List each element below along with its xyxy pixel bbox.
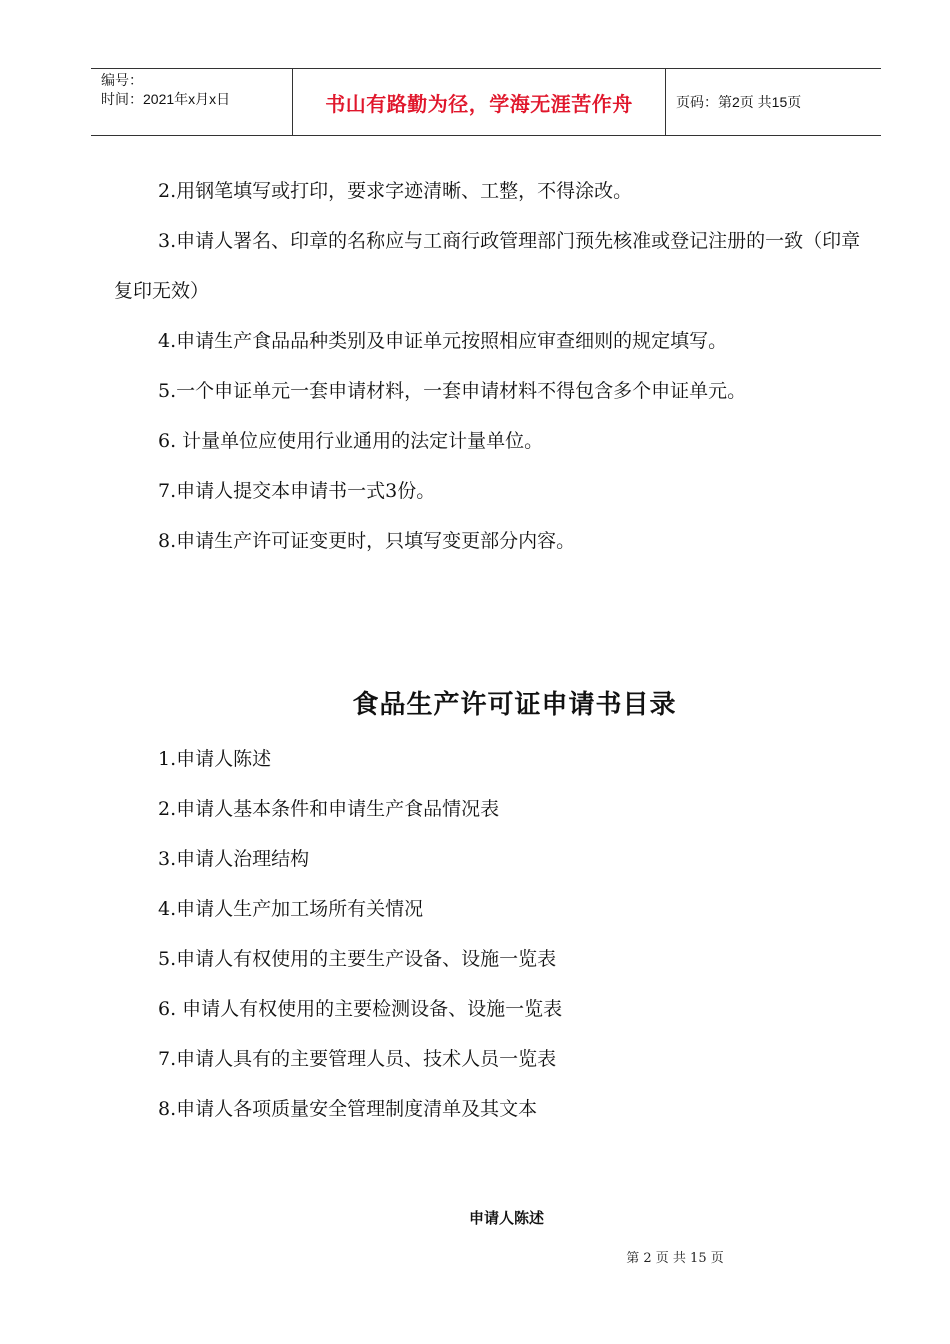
header-meta [91, 69, 293, 135]
toc-item: 3.申请人治理结构 [158, 848, 310, 870]
toc-item: 5.申请人有权使用的主要生产设备、设施一览表 [158, 948, 557, 970]
instruction-item: 6. 计量单位应使用行业通用的法定计量单位。 [158, 430, 544, 452]
header-motto: 书山有路勤为径，学海无涯苦作舟 [293, 69, 666, 135]
header-page-info: 页码：第2页 共15页 [676, 94, 802, 110]
toc-item: 1.申请人陈述 [158, 748, 272, 770]
number-label: 编号： [101, 72, 143, 88]
instruction-item: 8.申请生产许可证变更时，只填写变更部分内容。 [158, 530, 576, 552]
instruction-item: 3.申请人署名、印章的名称应与工商行政管理部门预先核准或登记注册的一致（印章复印无效） [114, 230, 861, 302]
toc-title: 食品生产许可证申请书目录 [352, 690, 677, 720]
instruction-item: 5.一个申证单元一套申请材料，一套申请材料不得包含多个申证单元。 [158, 380, 747, 402]
toc-item: 6. 申请人有权使用的主要检测设备、设施一览表 [158, 998, 563, 1020]
toc-item: 2.申请人基本条件和申请生产食品情况表 [158, 798, 500, 820]
time-label: 时间：2021年x月x日 [101, 91, 231, 107]
page-footer: 第 2 页 共 15 页 [626, 1251, 724, 1266]
toc-item: 7.申请人具有的主要管理人员、技术人员一览表 [158, 1048, 557, 1070]
page-header [91, 68, 881, 136]
toc-item: 8.申请人各项质量安全管理制度清单及其文本 [158, 1098, 538, 1120]
instructions-list [114, 166, 864, 566]
instruction-item: 7.申请人提交本申请书一式3份。 [158, 480, 436, 502]
instruction-item: 2.用钢笔填写或打印，要求字迹清晰、工整，不得涂改。 [158, 180, 633, 202]
toc-item: 4.申请人生产加工场所有关情况 [158, 898, 424, 920]
instruction-item: 4.申请生产食品品种类别及申证单元按照相应审查细则的规定填写。 [158, 330, 728, 352]
section-title: 申请人陈述 [468, 1209, 544, 1227]
toc-list [158, 734, 562, 1134]
